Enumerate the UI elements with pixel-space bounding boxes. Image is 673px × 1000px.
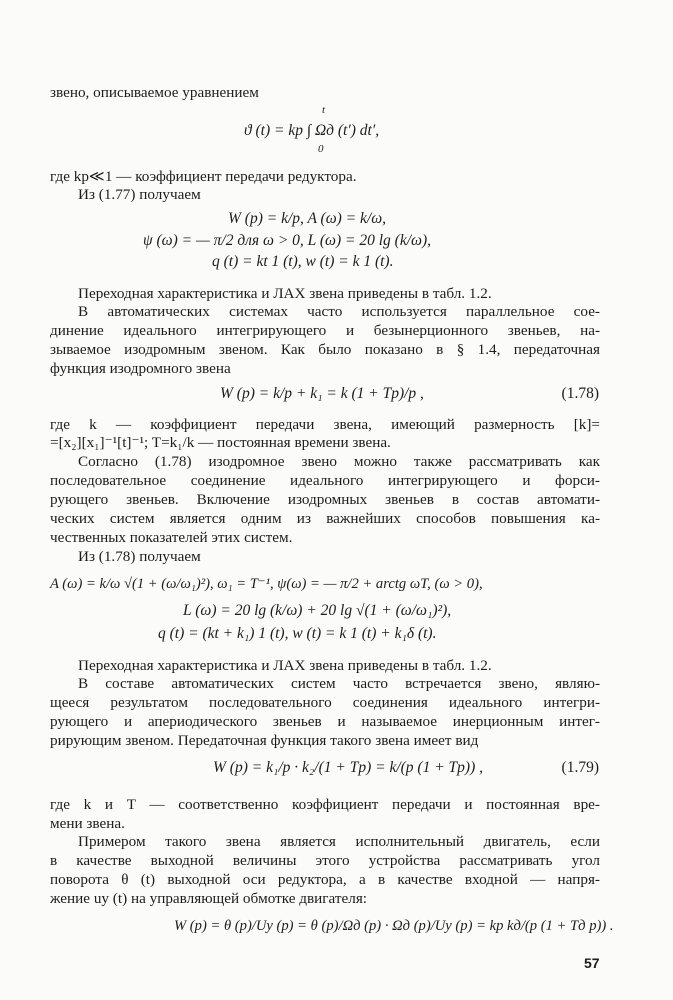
integral-lower-limit: 0 bbox=[318, 143, 324, 155]
equation-line: L (ω) = 20 lg (k/ω) + 20 lg √(1 + (ω/ω₁)²), bbox=[183, 602, 452, 619]
text-line: =[x₂][x₁]⁻¹[t]⁻¹; T=k₁/k — постоянная времени звена. bbox=[50, 434, 391, 451]
equation-line: A (ω) = k/ω √(1 + (ω/ω₁)²), ω₁ = T⁻¹, ψ(ω) = — π/2 + arctg ωT, (ω > 0), bbox=[50, 576, 483, 592]
text-line: Переходная характеристика и ЛАХ звена приведены в табл. 1.2. bbox=[78, 657, 492, 674]
equation-line: W (p) = k/p, A (ω) = k/ω, bbox=[228, 210, 387, 227]
equation-1-78: W (p) = k/p + k₁ = k (1 + Tp)/p , bbox=[220, 385, 424, 402]
text-line: Из (1.78) получаем bbox=[78, 548, 201, 565]
text-line: динение идеального интегрирующего и безынерционного звеньев, на- bbox=[50, 322, 600, 339]
text-line: мени звена. bbox=[50, 815, 125, 832]
text-line: Примером такого звена является исполнительный двигатель, если bbox=[78, 833, 600, 850]
text-line: Из (1.77) получаем bbox=[78, 186, 201, 203]
text-line: Переходная характеристика и ЛАХ звена приведены в табл. 1.2. bbox=[78, 285, 492, 302]
text-line: последовательное соединение идеального интегрирующего и форси- bbox=[50, 472, 600, 489]
text-line: в качестве выходной величины этого устройства рассматривать угол bbox=[50, 852, 600, 869]
equation-number: (1.78) bbox=[561, 385, 599, 402]
text-line: функция изодромного звена bbox=[50, 360, 231, 377]
equation-line: W (p) = θ (p)/Uу (p) = θ (p)/Ωд (p) · Ωд (p)/Uу (p) = kр kд/(p (1 + Tд p)) . bbox=[174, 918, 614, 934]
text-line: где k и T — соответственно коэффициент передачи и постоянная вре- bbox=[50, 796, 600, 813]
equation-line: q (t) = kt 1 (t), w (t) = k 1 (t). bbox=[212, 253, 394, 270]
equation-number: (1.79) bbox=[561, 759, 599, 776]
text-line: поворота θ (t) выходной оси редуктора, а в качестве входной — напря- bbox=[50, 871, 600, 888]
text-line: В составе автоматических систем часто встречается звено, являю- bbox=[78, 675, 600, 692]
text-line: рующего звеньев. Включение изодромных звеньев в состав автомати- bbox=[50, 491, 600, 508]
text-line: Согласно (1.78) изодромное звено можно также рассматривать как bbox=[78, 453, 600, 470]
text-line: зываемое изодромным звеном. Как было показано в § 1.4, передаточная bbox=[50, 341, 600, 358]
text-line: чественных показателей этих систем. bbox=[50, 529, 293, 546]
text-line: жение uу (t) на управляющей обмотке двигателя: bbox=[50, 890, 368, 907]
equation-1-79: W (p) = k₁/p · k₂/(1 + Tp) = k/(p (1 + Tp)) , bbox=[213, 759, 483, 776]
integral-upper-limit: t bbox=[322, 104, 326, 116]
text-line: щееся результатом последовательного соединения идеального интегри- bbox=[50, 694, 600, 711]
text-line: звено, описываемое уравнением bbox=[50, 84, 259, 101]
text-line: где k — коэффициент передачи звена, имеющий размерность [k]= bbox=[50, 416, 600, 433]
equation-integral bbox=[244, 121, 379, 141]
text-line: где kр≪1 — коэффициент передачи редуктора. bbox=[50, 168, 357, 185]
equation-line: q (t) = (kt + k₁) 1 (t), w (t) = k 1 (t) + k₁δ (t). bbox=[158, 625, 437, 642]
text-line: рирующим звеном. Передаточная функция такого звена имеет вид bbox=[50, 732, 479, 749]
equation-integral-text: ϑ (t) = kр ∫ Ωд (t′) dt′, bbox=[244, 122, 380, 139]
text-line: рующего и апериодического звеньев и называемое инерционным интег- bbox=[50, 713, 600, 730]
equation-line: ψ (ω) = — π/2 для ω > 0, L (ω) = 20 lg (k/ω), bbox=[143, 232, 431, 249]
text-line: В автоматических системах часто используется параллельное сое- bbox=[78, 303, 600, 320]
text-line: ческих систем является одним из важнейших способов повышения ка- bbox=[50, 510, 600, 527]
page-number: 57 bbox=[584, 955, 600, 971]
